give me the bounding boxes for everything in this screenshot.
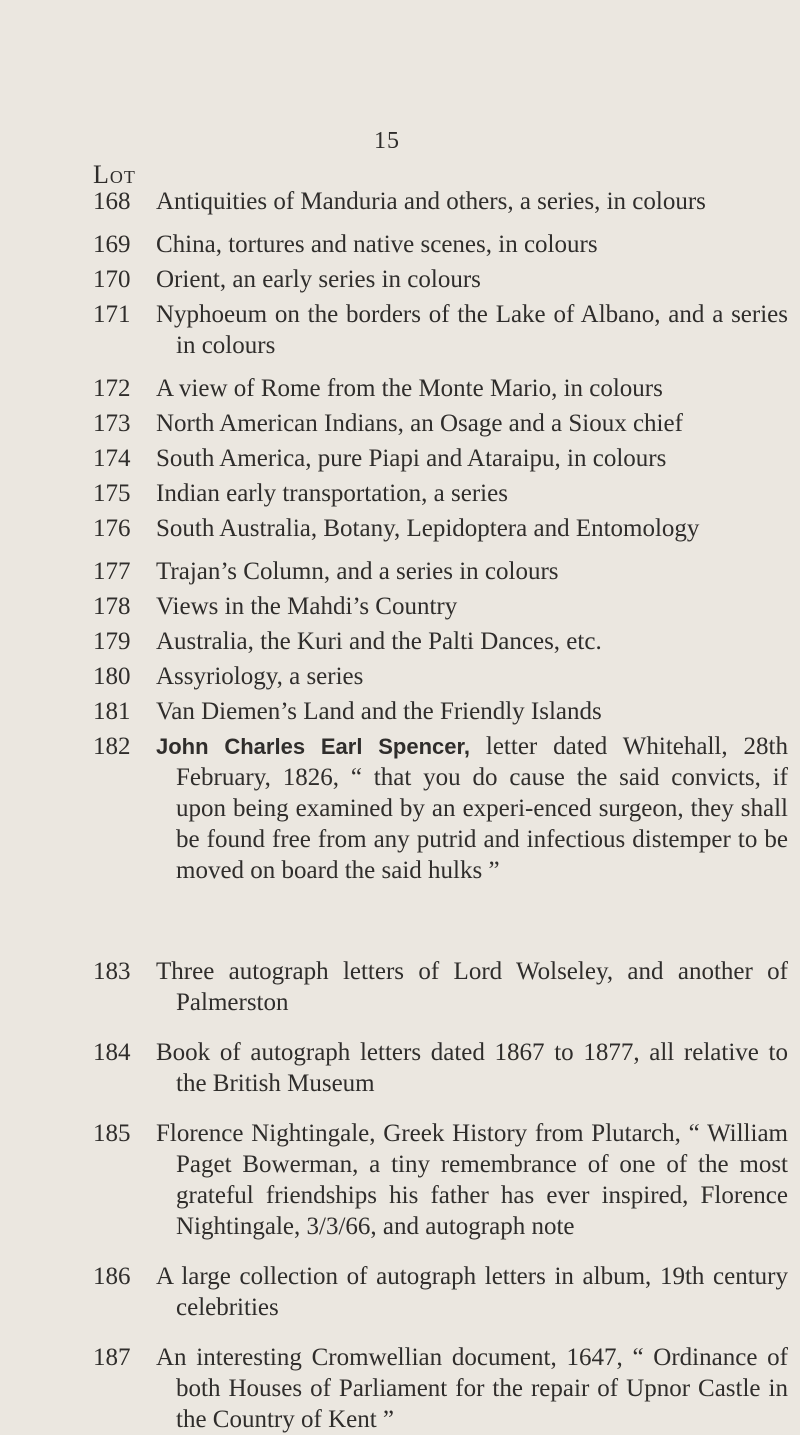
lot-number: 181 — [93, 698, 131, 725]
lot-entry — [0, 264, 800, 295]
lot-number: 182 — [93, 733, 131, 760]
lot-entry — [0, 731, 800, 886]
lot-description: South America, pure Piapi and Ataraipu, in colours — [156, 445, 667, 472]
lot-description — [156, 731, 788, 886]
lot-entry — [0, 408, 800, 439]
correspondent-name: John Charles Earl Spencer, — [156, 734, 470, 759]
lot-number: 176 — [93, 515, 131, 542]
lot-description: A view of Rome from the Monte Mario, in colours — [156, 375, 663, 402]
lot-description: South Australia, Botany, Lepidoptera and Entomology — [156, 515, 700, 542]
lot-description: An interesting Cromwellian document, 1647, “ Ordinance of both Houses of Parliament for the repair of Upnor Castle in the Country of Kent ” — [156, 1344, 788, 1433]
lot-number: 184 — [93, 1039, 131, 1066]
lot-description: Orient, an early series in colours — [156, 266, 481, 293]
lot-entry — [0, 299, 800, 361]
lot-description: Nyphoeum on the borders of the Lake of Albano, and a series in colours — [156, 301, 788, 359]
lot-number: 173 — [93, 410, 131, 437]
lot-entry — [0, 513, 800, 544]
lot-column-heading: Lot — [93, 160, 136, 189]
lot-description: Three autograph letters of Lord Wolseley, and another of Palmerston — [156, 958, 788, 1016]
lot-description: Florence Nightingale, Greek History from Plutarch, “ William Paget Bowerman, a tiny remembrance of one of the most grateful friendships his father has ever inspired, Florence Nightingale, 3/3/66, and autograph note — [156, 1120, 788, 1240]
lot-description: Views in the Mahdi’s Country — [156, 593, 458, 620]
lot-entry — [0, 956, 800, 1018]
page-number: 15 — [374, 128, 400, 154]
lot-entry — [0, 661, 800, 692]
lot-number: 172 — [93, 375, 131, 402]
lot-entry — [0, 478, 800, 509]
lot-number: 169 — [93, 231, 131, 258]
lot-entry — [0, 696, 800, 727]
lot-list — [0, 186, 800, 1435]
lot-entry — [0, 1261, 800, 1323]
lot-entry — [0, 626, 800, 657]
lot-number: 174 — [93, 445, 131, 472]
lot-description: Book of autograph letters dated 1867 to 1877, all relative to the British Museum — [156, 1039, 788, 1097]
lot-description: Trajan’s Column, and a series in colours — [156, 558, 559, 585]
lot-number: 185 — [93, 1120, 131, 1147]
lot-number: 187 — [93, 1344, 131, 1371]
lot-entry — [0, 373, 800, 404]
lot-description: Antiquities of Manduria and others, a series, in colours — [156, 188, 706, 215]
lot-entry — [0, 1118, 800, 1242]
lot-description: Assyriology, a series — [156, 663, 364, 690]
lot-number: 186 — [93, 1263, 131, 1290]
lot-number: 175 — [93, 480, 131, 507]
lot-entry — [0, 556, 800, 587]
lot-description: China, tortures and native scenes, in colours — [156, 231, 598, 258]
lot-number: 179 — [93, 628, 131, 655]
lot-description: Australia, the Kuri and the Palti Dances, etc. — [156, 628, 602, 655]
lot-number: 171 — [93, 301, 131, 328]
lot-entry — [0, 591, 800, 622]
lot-description: A large collection of autograph letters in album, 19th century celebrities — [156, 1263, 788, 1321]
lot-entry — [0, 443, 800, 474]
lot-description: Van Diemen’s Land and the Friendly Islands — [156, 698, 602, 725]
lot-entry — [0, 229, 800, 260]
lot-number: 183 — [93, 958, 131, 985]
lot-number: 177 — [93, 558, 131, 585]
lot-description-text: letter dated Whitehall, 28th February, 1826, “ that you do cause the said convicts, if upon being examined by an experi-enced surgeon, they shall be found free from any putrid and infectious distemper to be moved on board the said hulks ” — [176, 733, 788, 884]
lot-entry — [0, 1037, 800, 1099]
lot-description: Indian early transportation, a series — [156, 480, 508, 507]
lot-entry — [0, 186, 800, 217]
lot-number: 180 — [93, 663, 131, 690]
lot-number: 178 — [93, 593, 131, 620]
lot-description: North American Indians, an Osage and a Sioux chief — [156, 410, 683, 437]
lot-number: 170 — [93, 266, 131, 293]
lot-entry — [0, 1342, 800, 1435]
lot-number: 168 — [93, 188, 131, 215]
